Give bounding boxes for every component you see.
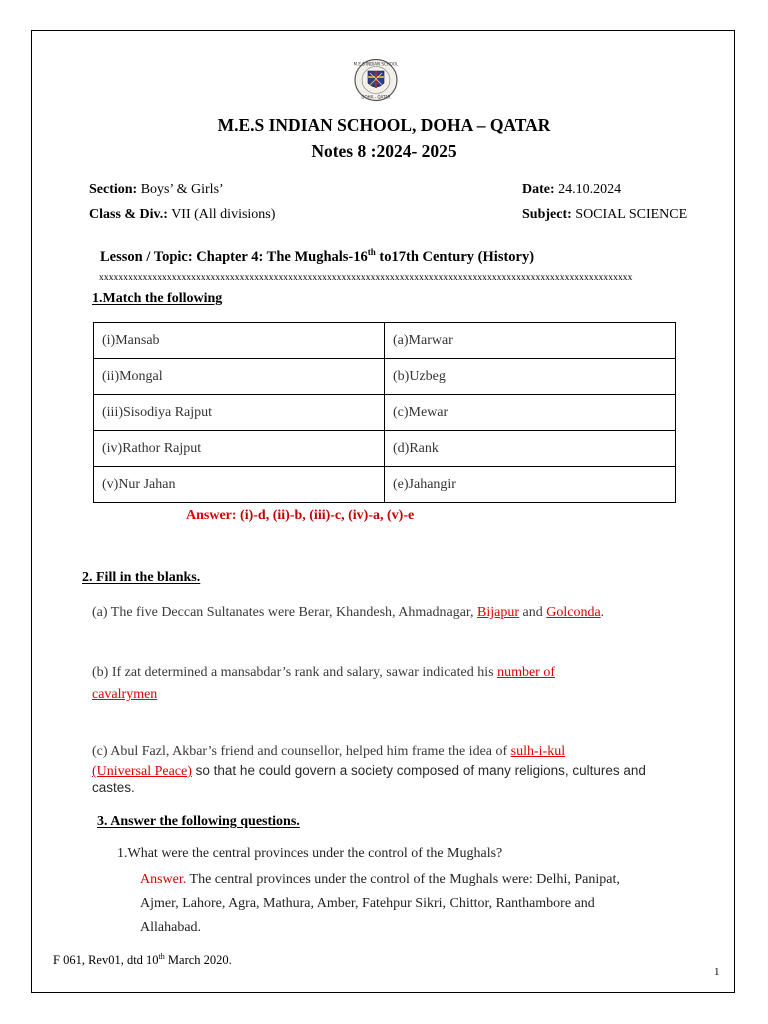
question-1: 1.What were the central provinces under the control of the Mughals? xyxy=(117,846,503,861)
answer-1-line-1 xyxy=(140,872,620,888)
school-logo xyxy=(353,58,399,102)
blank-c-line3: castes. xyxy=(92,780,135,795)
svg-text:DOHA - QATAR: DOHA - QATAR xyxy=(361,94,391,100)
blank-b-answer-1: number of xyxy=(497,665,555,680)
blank-a-end: . xyxy=(600,605,605,620)
blank-a-text: (a) The five Deccan Sultanates were Berar, Khandesh, Ahmadnagar, xyxy=(92,605,478,620)
form-prefix: F 061, Rev01, dtd 10 xyxy=(53,953,159,968)
blank-a-answer-1: Bijapur xyxy=(477,605,520,620)
match-heading: 1.Match the following xyxy=(92,291,223,306)
form-suffix: March 2020. xyxy=(164,953,232,968)
lesson-sup: th xyxy=(367,247,376,257)
blank-a xyxy=(92,605,604,621)
form-sup: th xyxy=(158,952,165,961)
match-row xyxy=(94,395,676,431)
blank-c-rest: so that he could govern a society composed of many religions, cultures and xyxy=(191,763,646,778)
lesson-topic xyxy=(100,247,534,266)
blank-c-text: (c) Abul Fazl, Akbar’s friend and counsellor, helped him frame the idea of xyxy=(92,744,511,759)
date-value: 24.10.2024 xyxy=(554,182,622,197)
match-table xyxy=(93,322,676,503)
match-row xyxy=(94,431,676,467)
section-value: Boys’ & Girls’ xyxy=(137,182,224,197)
form-reference xyxy=(53,952,232,968)
match-row xyxy=(94,359,676,395)
subject-field xyxy=(522,207,687,223)
fill-blanks-heading: 2. Fill in the blanks. xyxy=(82,570,201,585)
match-left-cell: (i)Mansab xyxy=(94,323,385,359)
school-title: M.E.S INDIAN SCHOOL, DOHA – QATAR xyxy=(217,115,551,135)
match-row xyxy=(94,467,676,503)
blank-a-mid: and xyxy=(519,605,547,620)
lesson-suffix: to17th Century (History) xyxy=(375,248,535,265)
section-field xyxy=(89,182,224,198)
subject-value: SOCIAL SCIENCE xyxy=(571,207,688,222)
page-number: 1 xyxy=(714,966,720,978)
class-value: VII (All divisions) xyxy=(167,207,276,222)
blank-c-answer-1: sulh-i-kul xyxy=(510,744,566,759)
subject-label: Subject: xyxy=(522,207,572,222)
notes-title: Notes 8 :2024- 2025 xyxy=(311,141,457,161)
match-left-cell: (ii)Mongal xyxy=(94,359,385,395)
answer-text: (i)-d, (ii)-b, (iii)-c, (iv)-a, (v)-e xyxy=(236,508,415,523)
blank-a-answer-2: Golconda xyxy=(546,605,601,620)
match-right-cell: (e)Jahangir xyxy=(385,467,676,503)
match-left-cell: (iv)Rathor Rajput xyxy=(94,431,385,467)
match-right-cell: (a)Marwar xyxy=(385,323,676,359)
date-label: Date: xyxy=(522,182,555,197)
match-right-cell: (b)Uzbeg xyxy=(385,359,676,395)
match-left-cell: (v)Nur Jahan xyxy=(94,467,385,503)
blank-b-line2 xyxy=(92,687,157,703)
answer-1-label: Answer. xyxy=(140,872,187,887)
match-right-cell: (c)Mewar xyxy=(385,395,676,431)
match-left-cell: (iii)Sisodiya Rajput xyxy=(94,395,385,431)
answer-1-line-2: Ajmer, Lahore, Agra, Mathura, Amber, Fatehpur Sikri, Chittor, Ranthambore and xyxy=(140,896,595,911)
match-answer xyxy=(186,508,414,524)
blank-c xyxy=(92,744,565,760)
answer-1-line-3: Allahabad. xyxy=(140,920,202,935)
date-field xyxy=(522,182,621,198)
class-label: Class & Div.: xyxy=(89,207,168,222)
class-field xyxy=(89,207,275,223)
blank-c-answer-2: (Universal Peace) xyxy=(92,764,192,779)
svg-text:M.E.S INDIAN SCHOOL: M.E.S INDIAN SCHOOL xyxy=(353,61,399,67)
answer-label: Answer: xyxy=(186,508,237,523)
questions-heading: 3. Answer the following questions. xyxy=(97,814,300,829)
lesson-prefix: Lesson / Topic: Chapter 4: The Mughals-16 xyxy=(100,248,368,265)
blank-b-text: (b) If zat determined a mansabdar’s rank and salary, sawar indicated his xyxy=(92,665,498,680)
match-row xyxy=(94,323,676,359)
section-label: Section: xyxy=(89,182,138,197)
match-right-cell: (d)Rank xyxy=(385,431,676,467)
blank-c-line2 xyxy=(92,763,646,780)
separator-line: xxxxxxxxxxxxxxxxxxxxxxxxxxxxxxxxxxxxxxxxxxxxxxxxxxxxxxxxxxxxxxxxxxxxxxxxxxxxxxxxxxxxxxxxxxxxxxxxxxxxxxxxxxxxxx xyxy=(99,273,633,283)
blank-b-answer-2: cavalrymen xyxy=(92,687,158,702)
answer-1-text: The central provinces under the control of the Mughals were: Delhi, Panipat, xyxy=(186,872,620,887)
blank-b xyxy=(92,665,555,681)
